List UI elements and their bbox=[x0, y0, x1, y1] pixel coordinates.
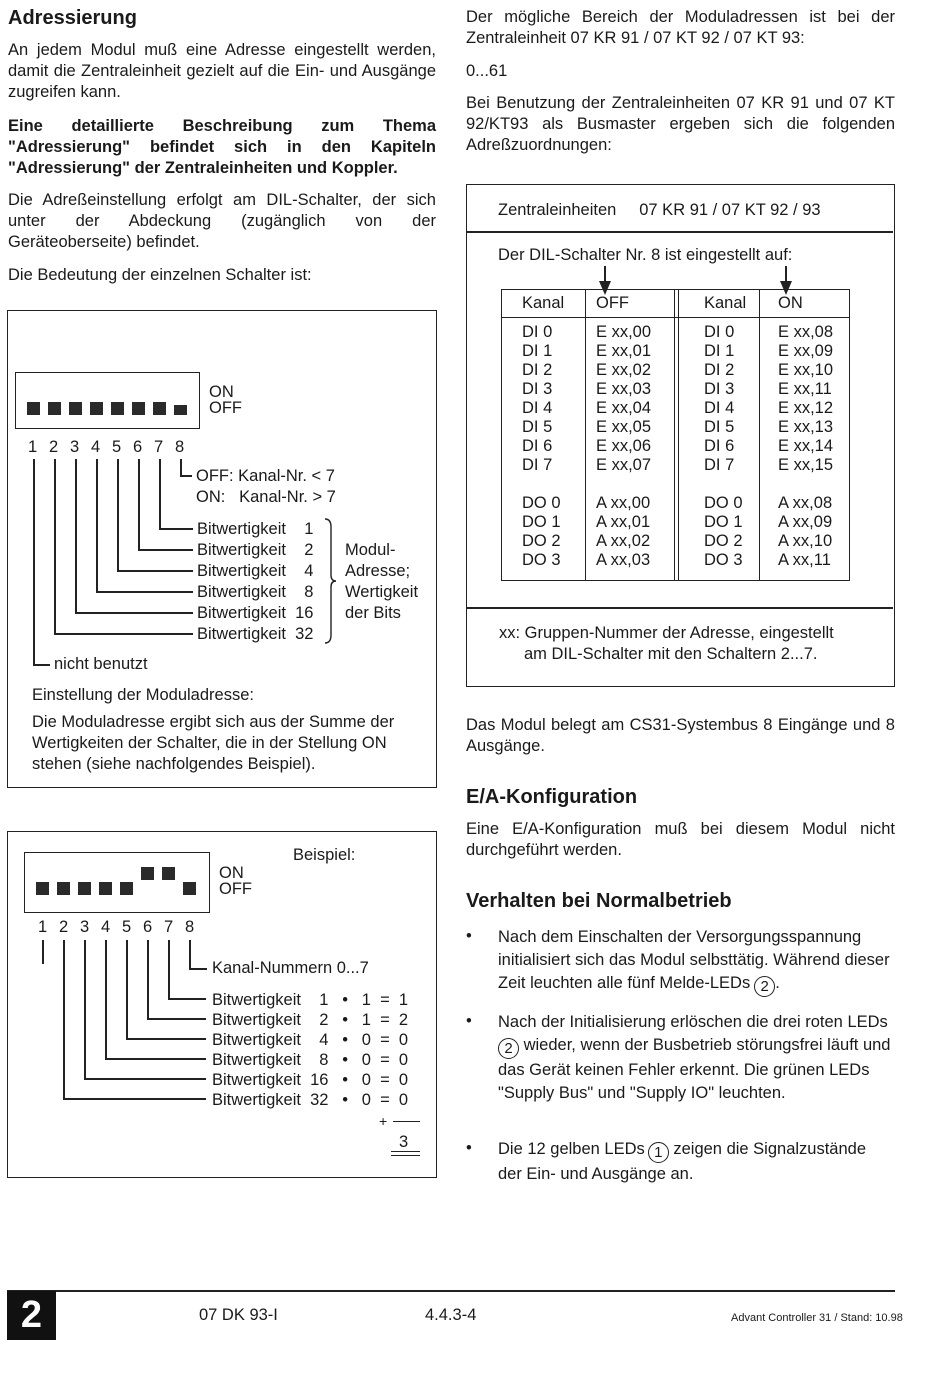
example-switch-6 bbox=[141, 867, 154, 880]
off-channel-column: DI 0 DI 1 DI 2 DI 3 DI 4 DI 5 DI 6 DI 7 DO 0 DO 1 DO 2 DO 3 bbox=[522, 323, 561, 569]
example-line-8 bbox=[189, 940, 191, 970]
led-reference-1-icon: 1 bbox=[648, 1142, 669, 1163]
dil-switch-paragraph: Die Adreßeinstellung erfolgt am DIL-Schalter, der sich unter der Abdeckung (zugänglich von der Geräteoberseite) befindet. bbox=[8, 191, 436, 251]
example-line-2-h bbox=[63, 1098, 206, 1100]
bullet-1-text bbox=[498, 926, 893, 997]
example-number-8: 8 bbox=[185, 918, 195, 936]
switch-2 bbox=[48, 402, 61, 415]
example-line-7-h bbox=[168, 998, 206, 1000]
chapter-number: 2 bbox=[20, 1294, 43, 1336]
sum-line bbox=[393, 1121, 420, 1122]
leader-line-7 bbox=[159, 459, 161, 530]
modul-address-side-label-1: Modul- bbox=[345, 541, 396, 559]
not-used-label: nicht benutzt bbox=[54, 655, 148, 673]
switch-number-4: 4 bbox=[91, 438, 101, 456]
example-switch-4 bbox=[99, 882, 112, 895]
off-label: OFF bbox=[209, 399, 242, 417]
header-kanal-off: Kanal bbox=[522, 294, 565, 312]
example-switch-8 bbox=[183, 882, 196, 895]
address-assignment-box bbox=[466, 184, 895, 687]
modul-address-side-label-2: Adresse; bbox=[345, 562, 411, 580]
leader-line-4 bbox=[96, 459, 98, 593]
off-address-column: E xx,00 E xx,01 E xx,02 E xx,03 E xx,04 E xx,05 E xx,06 E xx,07 A xx,00 A xx,01 A xx,02 A xx,03 bbox=[596, 323, 652, 569]
header-kanal-on: Kanal bbox=[704, 294, 747, 312]
example-line-7 bbox=[168, 940, 170, 1000]
bit-label-1: Bitwertigkeit 1 bbox=[197, 520, 314, 538]
example-line-5-h bbox=[126, 1038, 206, 1040]
bullet-3-text bbox=[498, 1138, 893, 1186]
table-footnote-line2: am DIL-Schalter mit den Schaltern 2...7. bbox=[524, 645, 818, 663]
bullet-3-body-b: zeigen die Signalzustände der Ein- und Ausgänge an. bbox=[498, 1140, 867, 1183]
bullet-2-body-a: Nach der Initialisierung erlöschen die drei roten LEDs bbox=[498, 1013, 888, 1031]
section-heading-ea-konfiguration: E/A-Konfiguration bbox=[466, 786, 638, 808]
sum-double-line-1 bbox=[391, 1151, 420, 1152]
switch-number-3: 3 bbox=[70, 438, 80, 456]
address-table bbox=[501, 289, 850, 581]
on-label: ON bbox=[209, 383, 234, 401]
switch-number-1: 1 bbox=[28, 438, 38, 456]
leader-line-2-h bbox=[54, 633, 193, 635]
table-col-divider-3 bbox=[759, 290, 760, 580]
dil-switch-housing bbox=[15, 372, 200, 429]
example-bit-row-4: Bitwertigkeit 8 • 0 = 0 bbox=[212, 1051, 409, 1069]
reference-note: Eine detaillierte Beschreibung zum Thema "Adressierung" befindet sich in den Kapiteln "Adressierung" der Zentraleinheiten und Koppler. bbox=[8, 117, 436, 177]
bit-label-8: Bitwertigkeit 8 bbox=[197, 583, 314, 601]
sum-plus-sign: + bbox=[379, 1113, 388, 1129]
bit-label-2: Bitwertigkeit 2 bbox=[197, 541, 314, 559]
example-switch-1 bbox=[36, 882, 49, 895]
switch-number-2: 2 bbox=[49, 438, 59, 456]
example-switch-2 bbox=[57, 882, 70, 895]
example-label: Beispiel: bbox=[293, 846, 356, 864]
leader-line-5 bbox=[117, 459, 119, 572]
example-number-7: 7 bbox=[164, 918, 174, 936]
example-line-2 bbox=[63, 940, 65, 1100]
footer-rule bbox=[7, 1290, 895, 1292]
bullet-2-text bbox=[498, 1011, 893, 1105]
bullet-3-body-a: Die 12 gelben LEDs bbox=[498, 1140, 645, 1158]
caption-text: Die Moduladresse ergibt sich aus der Summe der Wertigkeiten der Schalter, die in der Stellung ON stehen (siehe nachfolgendes Beispiel). bbox=[32, 713, 395, 773]
table-center-divider-b bbox=[678, 290, 679, 580]
address-range-value: 0...61 bbox=[466, 62, 508, 80]
section-heading-adressierung: Adressierung bbox=[8, 7, 137, 29]
example-off-label: OFF bbox=[219, 880, 252, 898]
example-on-label: ON bbox=[219, 864, 244, 882]
bullet-1-body: Nach dem Einschalten der Versorgungsspannung initialisiert sich das Modul selbsttätig. Während dieser Zeit leuchten alle fünf Melde-LEDs bbox=[498, 928, 890, 992]
bullet-1-end: . bbox=[775, 974, 780, 992]
switch-number-5: 5 bbox=[112, 438, 122, 456]
caption-title: Einstellung der Moduladresse: bbox=[32, 686, 254, 704]
switch-number-8: 8 bbox=[175, 438, 185, 456]
on-address-column: E xx,08 E xx,09 E xx,10 E xx,11 E xx,12 E xx,13 E xx,14 E xx,15 A xx,08 A xx,09 A xx,10 A xx,11 bbox=[778, 323, 834, 569]
leader-line-1-h bbox=[33, 664, 50, 666]
example-switch-3 bbox=[78, 882, 91, 895]
example-switch-5 bbox=[120, 882, 133, 895]
switch-1 bbox=[27, 402, 40, 415]
table-title: Zentraleinheiten 07 KR 91 / 07 KT 92 / 93 bbox=[498, 201, 821, 219]
example-bit-row-1: Bitwertigkeit 1 • 1 = 1 bbox=[212, 991, 409, 1009]
chapter-badge bbox=[7, 1291, 56, 1340]
example-figure bbox=[7, 831, 437, 1178]
modul-address-side-label-4: der Bits bbox=[345, 604, 401, 622]
switch-5 bbox=[111, 402, 124, 415]
bullet-2-symbol: • bbox=[466, 1012, 472, 1030]
example-line-4 bbox=[105, 940, 107, 1060]
switch-meaning-paragraph: Die Bedeutung der einzelnen Schalter ist: bbox=[8, 266, 312, 284]
leader-line-6 bbox=[138, 459, 140, 551]
leader-line-7-h bbox=[159, 528, 193, 530]
bit-label-32: Bitwertigkeit 32 bbox=[197, 625, 314, 643]
header-off: OFF bbox=[596, 294, 629, 312]
switch-8 bbox=[174, 405, 187, 415]
led-reference-2-icon-b: 2 bbox=[498, 1038, 519, 1059]
led-reference-2-icon: 2 bbox=[754, 976, 775, 997]
example-switch-7 bbox=[162, 867, 175, 880]
example-number-6: 6 bbox=[143, 918, 153, 936]
switch-3 bbox=[69, 402, 82, 415]
leader-line-5-h bbox=[117, 570, 193, 572]
leader-line-2 bbox=[54, 459, 56, 635]
example-line-8-h bbox=[189, 968, 207, 970]
sum-result: 3 bbox=[399, 1133, 409, 1151]
example-number-3: 3 bbox=[80, 918, 90, 936]
intro-paragraph: An jedem Modul muß eine Adresse eingestellt werden, damit die Zentraleinheit gezielt auf die Ein- und Ausgänge zugreifen kann. bbox=[8, 41, 436, 101]
example-line-4-h bbox=[105, 1058, 206, 1060]
leader-line-3 bbox=[75, 459, 77, 614]
leader-line-3-h bbox=[75, 612, 193, 614]
switch8-off-meaning: OFF: Kanal-Nr. < 7 bbox=[196, 467, 335, 485]
example-number-1: 1 bbox=[38, 918, 48, 936]
switch-6 bbox=[132, 402, 145, 415]
example-line-6-h bbox=[147, 1018, 206, 1020]
sum-double-line-2 bbox=[391, 1155, 420, 1156]
switch8-on-meaning: ON: Kanal-Nr. > 7 bbox=[196, 488, 336, 506]
bus-occupancy-paragraph: Das Modul belegt am CS31-Systembus 8 Eingänge und 8 Ausgänge. bbox=[466, 716, 895, 755]
leader-line-8-h bbox=[180, 475, 192, 477]
table-footnote-divider bbox=[467, 607, 893, 609]
table-title-divider bbox=[467, 231, 893, 233]
address-range-paragraph: Der mögliche Bereich der Moduladressen ist bei der Zentraleinheit 07 KR 91 / 07 KT 92 / 07 KT 93: bbox=[466, 8, 895, 47]
section-heading-normalbetrieb: Verhalten bei Normalbetrieb bbox=[466, 890, 732, 912]
example-line-5 bbox=[126, 940, 128, 1040]
busmaster-paragraph: Bei Benutzung der Zentraleinheiten 07 KR 91 und 07 KT 92/KT93 als Busmaster ergeben sich die folgenden Adreßzuordnungen: bbox=[466, 94, 895, 154]
footer-page-number: 4.4.3-4 bbox=[425, 1306, 477, 1324]
leader-line-6-h bbox=[138, 549, 193, 551]
header-on: ON bbox=[778, 294, 803, 312]
bit-label-16: Bitwertigkeit 16 bbox=[197, 604, 314, 622]
leader-line-1 bbox=[33, 459, 35, 666]
example-bit-row-2: Bitwertigkeit 2 • 1 = 2 bbox=[212, 1011, 409, 1029]
example-number-5: 5 bbox=[122, 918, 132, 936]
example-line-3 bbox=[84, 940, 86, 1080]
example-bit-row-6: Bitwertigkeit 32 • 0 = 0 bbox=[212, 1091, 409, 1109]
example-number-4: 4 bbox=[101, 918, 111, 936]
on-channel-column: DI 0 DI 1 DI 2 DI 3 DI 4 DI 5 DI 6 DI 7 DO 0 DO 1 DO 2 DO 3 bbox=[704, 323, 743, 569]
table-footnote-line1: xx: Gruppen-Nummer der Adresse, eingestellt bbox=[499, 624, 834, 642]
switch-7 bbox=[153, 402, 166, 415]
leader-line-4-h bbox=[96, 591, 193, 593]
example-bit-row-5: Bitwertigkeit 16 • 0 = 0 bbox=[212, 1071, 409, 1089]
footer-stand: Advant Controller 31 / Stand: 10.98 bbox=[731, 1312, 903, 1324]
switch-number-6: 6 bbox=[133, 438, 143, 456]
table-center-divider-a bbox=[674, 290, 675, 580]
switch-number-7: 7 bbox=[154, 438, 164, 456]
example-line-3-h bbox=[84, 1078, 206, 1080]
curly-brace-icon bbox=[322, 517, 338, 645]
example-bit-row-3: Bitwertigkeit 4 • 0 = 0 bbox=[212, 1031, 409, 1049]
table-col-divider-1 bbox=[585, 290, 586, 580]
bullet-3-symbol: • bbox=[466, 1139, 472, 1157]
channel-numbers-label: Kanal-Nummern 0...7 bbox=[212, 959, 369, 977]
table-subtitle: Der DIL-Schalter Nr. 8 ist eingestellt auf: bbox=[498, 246, 793, 264]
table-header-divider bbox=[502, 317, 849, 318]
ea-config-paragraph: Eine E/A-Konfiguration muß bei diesem Modul nicht durchgeführt werden. bbox=[466, 820, 895, 859]
bullet-2-body-b: wieder, wenn der Busbetrieb störungsfrei läuft und das Gerät keinen Fehler erkennt. Die grünen LEDs "Supply Bus" und "Supply IO" leuchten. bbox=[498, 1036, 891, 1102]
example-line-1 bbox=[42, 940, 44, 964]
footer-doc-id: 07 DK 93-I bbox=[199, 1306, 278, 1324]
bullet-1-symbol: • bbox=[466, 927, 472, 945]
bit-label-4: Bitwertigkeit 4 bbox=[197, 562, 314, 580]
example-line-6 bbox=[147, 940, 149, 1020]
switch-4 bbox=[90, 402, 103, 415]
modul-address-side-label-3: Wertigkeit bbox=[345, 583, 419, 601]
dil-switch-figure bbox=[7, 310, 437, 788]
example-number-2: 2 bbox=[59, 918, 69, 936]
